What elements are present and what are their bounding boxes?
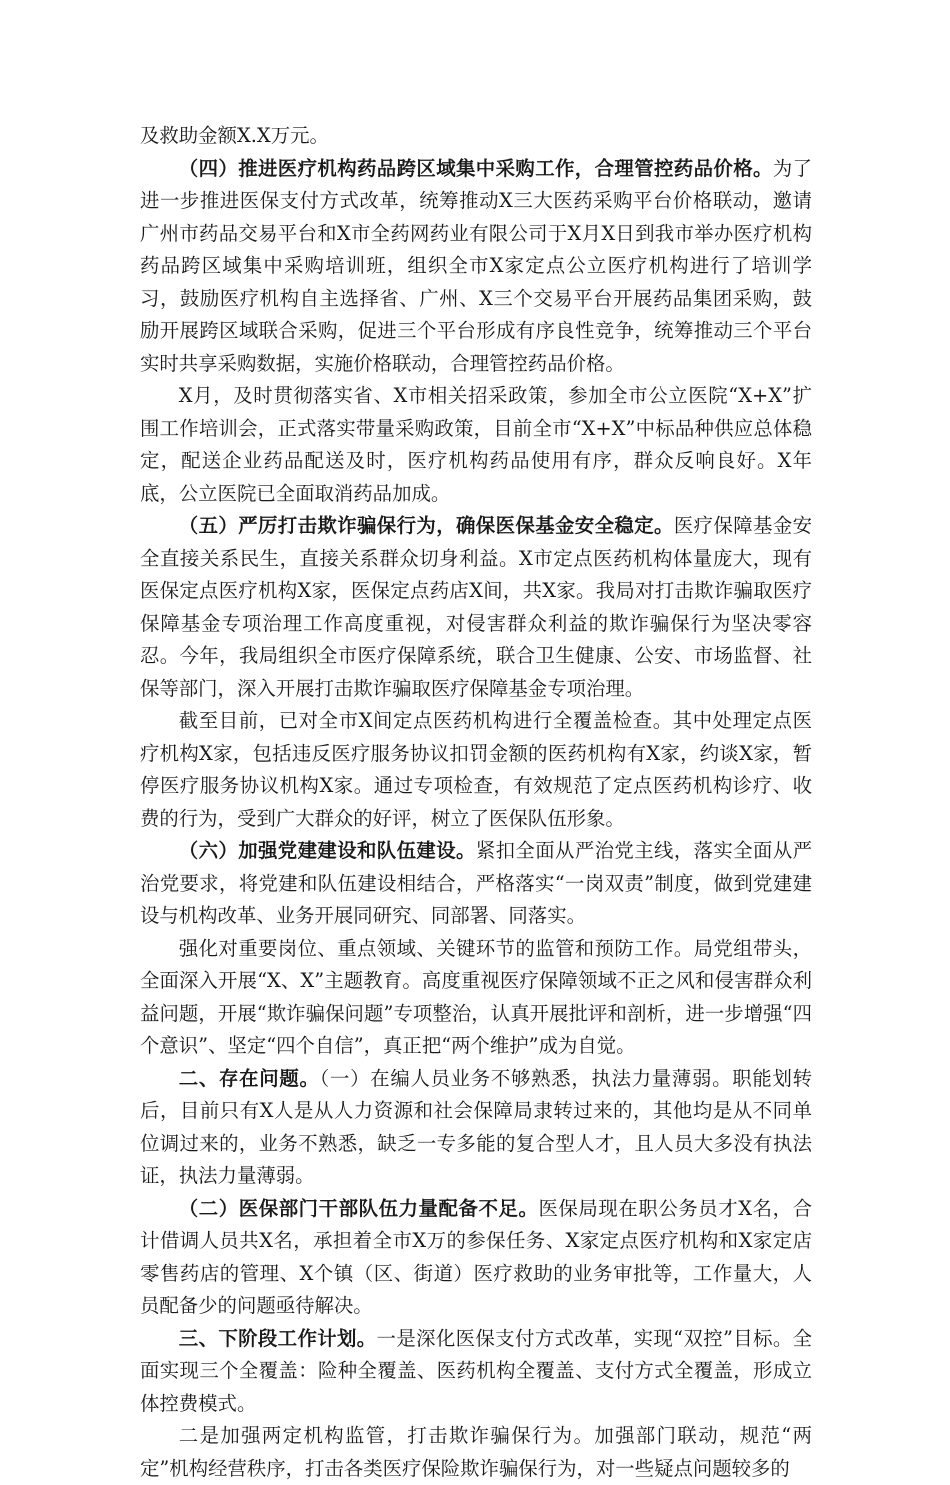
paragraph-lead: （二）医保部门干部队伍力量配备不足。 [178, 1196, 539, 1220]
paragraph-text: （一）在编人员业务不够熟悉，执法力量薄弱。职能划转后，目前只有X人是从人力资源和社会保障局隶转过来的，其他均是从不同单位调过来的，业务不熟悉，缺乏一专多能的复合型人才，且人员大多没有执法证，执法力量薄弱。 [140, 1066, 812, 1187]
paragraph-lead: 三、下阶段工作计划。 [178, 1326, 377, 1350]
paragraph-text: 为了进一步推进医保支付方式改革，统筹推动X三大医药采购平台价格联动，邀请广州市药品交易平台和X市全药网药业有限公司于X月X日到我市举办医疗机构药品跨区域集中采购培训班，组织全市X家定点公立医疗机构进行了培训学习，鼓励医疗机构自主选择省、广州、X三个交易平台开展药品集团采购，鼓励开展跨区域联合采购，促进三个平台形成有序良性竞争，统筹推动三个平台实时共享采购数据，实施价格联动，合理管控药品价格。 [140, 156, 813, 375]
paragraph-text: 医保局现在职公务员才X名，合计借调人员共X名，承担着全市X万的参保任务、X家定点医疗机构和X家定店零售药店的管理、X个镇（区、街道）医疗救助的业务审批等，工作量大，人员配备少的问题亟待解决。 [140, 1196, 813, 1317]
paragraph-9 [140, 1323, 812, 1421]
paragraph-3 [140, 510, 812, 705]
paragraph-10 [140, 1420, 812, 1485]
paragraph-5 [140, 835, 812, 933]
paragraph-text: 紧扣全面从严治党主线，落实全面从严治党要求，将党建和队伍建设相结合，严格落实“一岗双责”制度，做到党建建设与机构改革、业务开展同研究、同部署、同落实。 [140, 839, 813, 927]
paragraph-text: 及救助金额X.X万元。 [140, 124, 329, 147]
paragraph-lead: （六）加强党建建设和队伍建设。 [178, 839, 476, 862]
paragraph-text: 一是深化医保支付方式改革，实现“双控”目标。全面实现三个全覆盖：险种全覆盖、医药机构全覆盖、支付方式全覆盖，形成立体控费模式。 [140, 1326, 813, 1415]
paragraph-text: 强化对重要岗位、重点领域、关键环节的监管和预防工作。局党组带头，全面深入开展“X、X”主题教育。高度重视医疗保障领域不正之风和侵害群众利益问题，开展“欺诈骗保问题”专项整治，认真开展批评和剖析，进一步增强“四个意识”、坚定“四个自信”，真正把“两个维护”成为自觉。 [140, 936, 812, 1057]
paragraph-text: 二是加强两定机构监管，打击欺诈骗保行为。加强部门联动，规范“两定”机构经营秩序，打击各类医疗保险欺诈骗保行为，对一些疑点问题较多的 [140, 1424, 812, 1480]
paragraph-lead: （四）推进医疗机构药品跨区域集中采购工作，合理管控药品价格。 [178, 156, 773, 180]
paragraph-lead: 二、存在问题。 [178, 1066, 320, 1090]
paragraph-2 [140, 380, 812, 510]
paragraph-6 [140, 933, 812, 1063]
paragraph-lead: （五）严厉打击欺诈骗保行为，确保医保基金安全稳定。 [178, 514, 674, 537]
document-body [140, 120, 812, 1485]
paragraph-text: 截至目前，已对全市X间定点医药机构进行全覆盖检查。其中处理定点医疗机构X家，包括违反医疗服务协议扣罚金额的医药机构有X家，约谈X家，暂停医疗服务协议机构X家。通过专项检查，有效规范了定点医药机构诊疗、收费的行为，受到广大群众的好评，树立了医保队伍形象。 [140, 709, 812, 830]
paragraph-text: 医疗保障基金安全直接关系民生，直接关系群众切身利益。X市定点医药机构体量庞大，现有医保定点医疗机构X家，医保定点药店X间，共X家。我局对打击欺诈骗取医疗保障基金专项治理工作高度重视，对侵害群众利益的欺诈骗保行为坚决零容忍。今年，我局组织全市医疗保障系统，联合卫生健康、公安、市场监督、社保等部门，深入开展打击欺诈骗取医疗保障基金专项治理。 [140, 514, 813, 700]
paragraph-7 [140, 1063, 812, 1193]
paragraph-1 [140, 153, 812, 381]
paragraph-8 [140, 1193, 812, 1323]
paragraph-text: X月，及时贯彻落实省、X市相关招采政策，参加全市公立医院“X+X”扩围工作培训会，正式落实带量采购政策，目前全市“X+X”中标品种供应总体稳定，配送企业药品配送及时，医疗机构药品使用有序，群众反响良好。X年底，公立医院已全面取消药品加成。 [140, 384, 812, 505]
paragraph-4 [140, 705, 812, 835]
paragraph-0 [140, 120, 812, 153]
